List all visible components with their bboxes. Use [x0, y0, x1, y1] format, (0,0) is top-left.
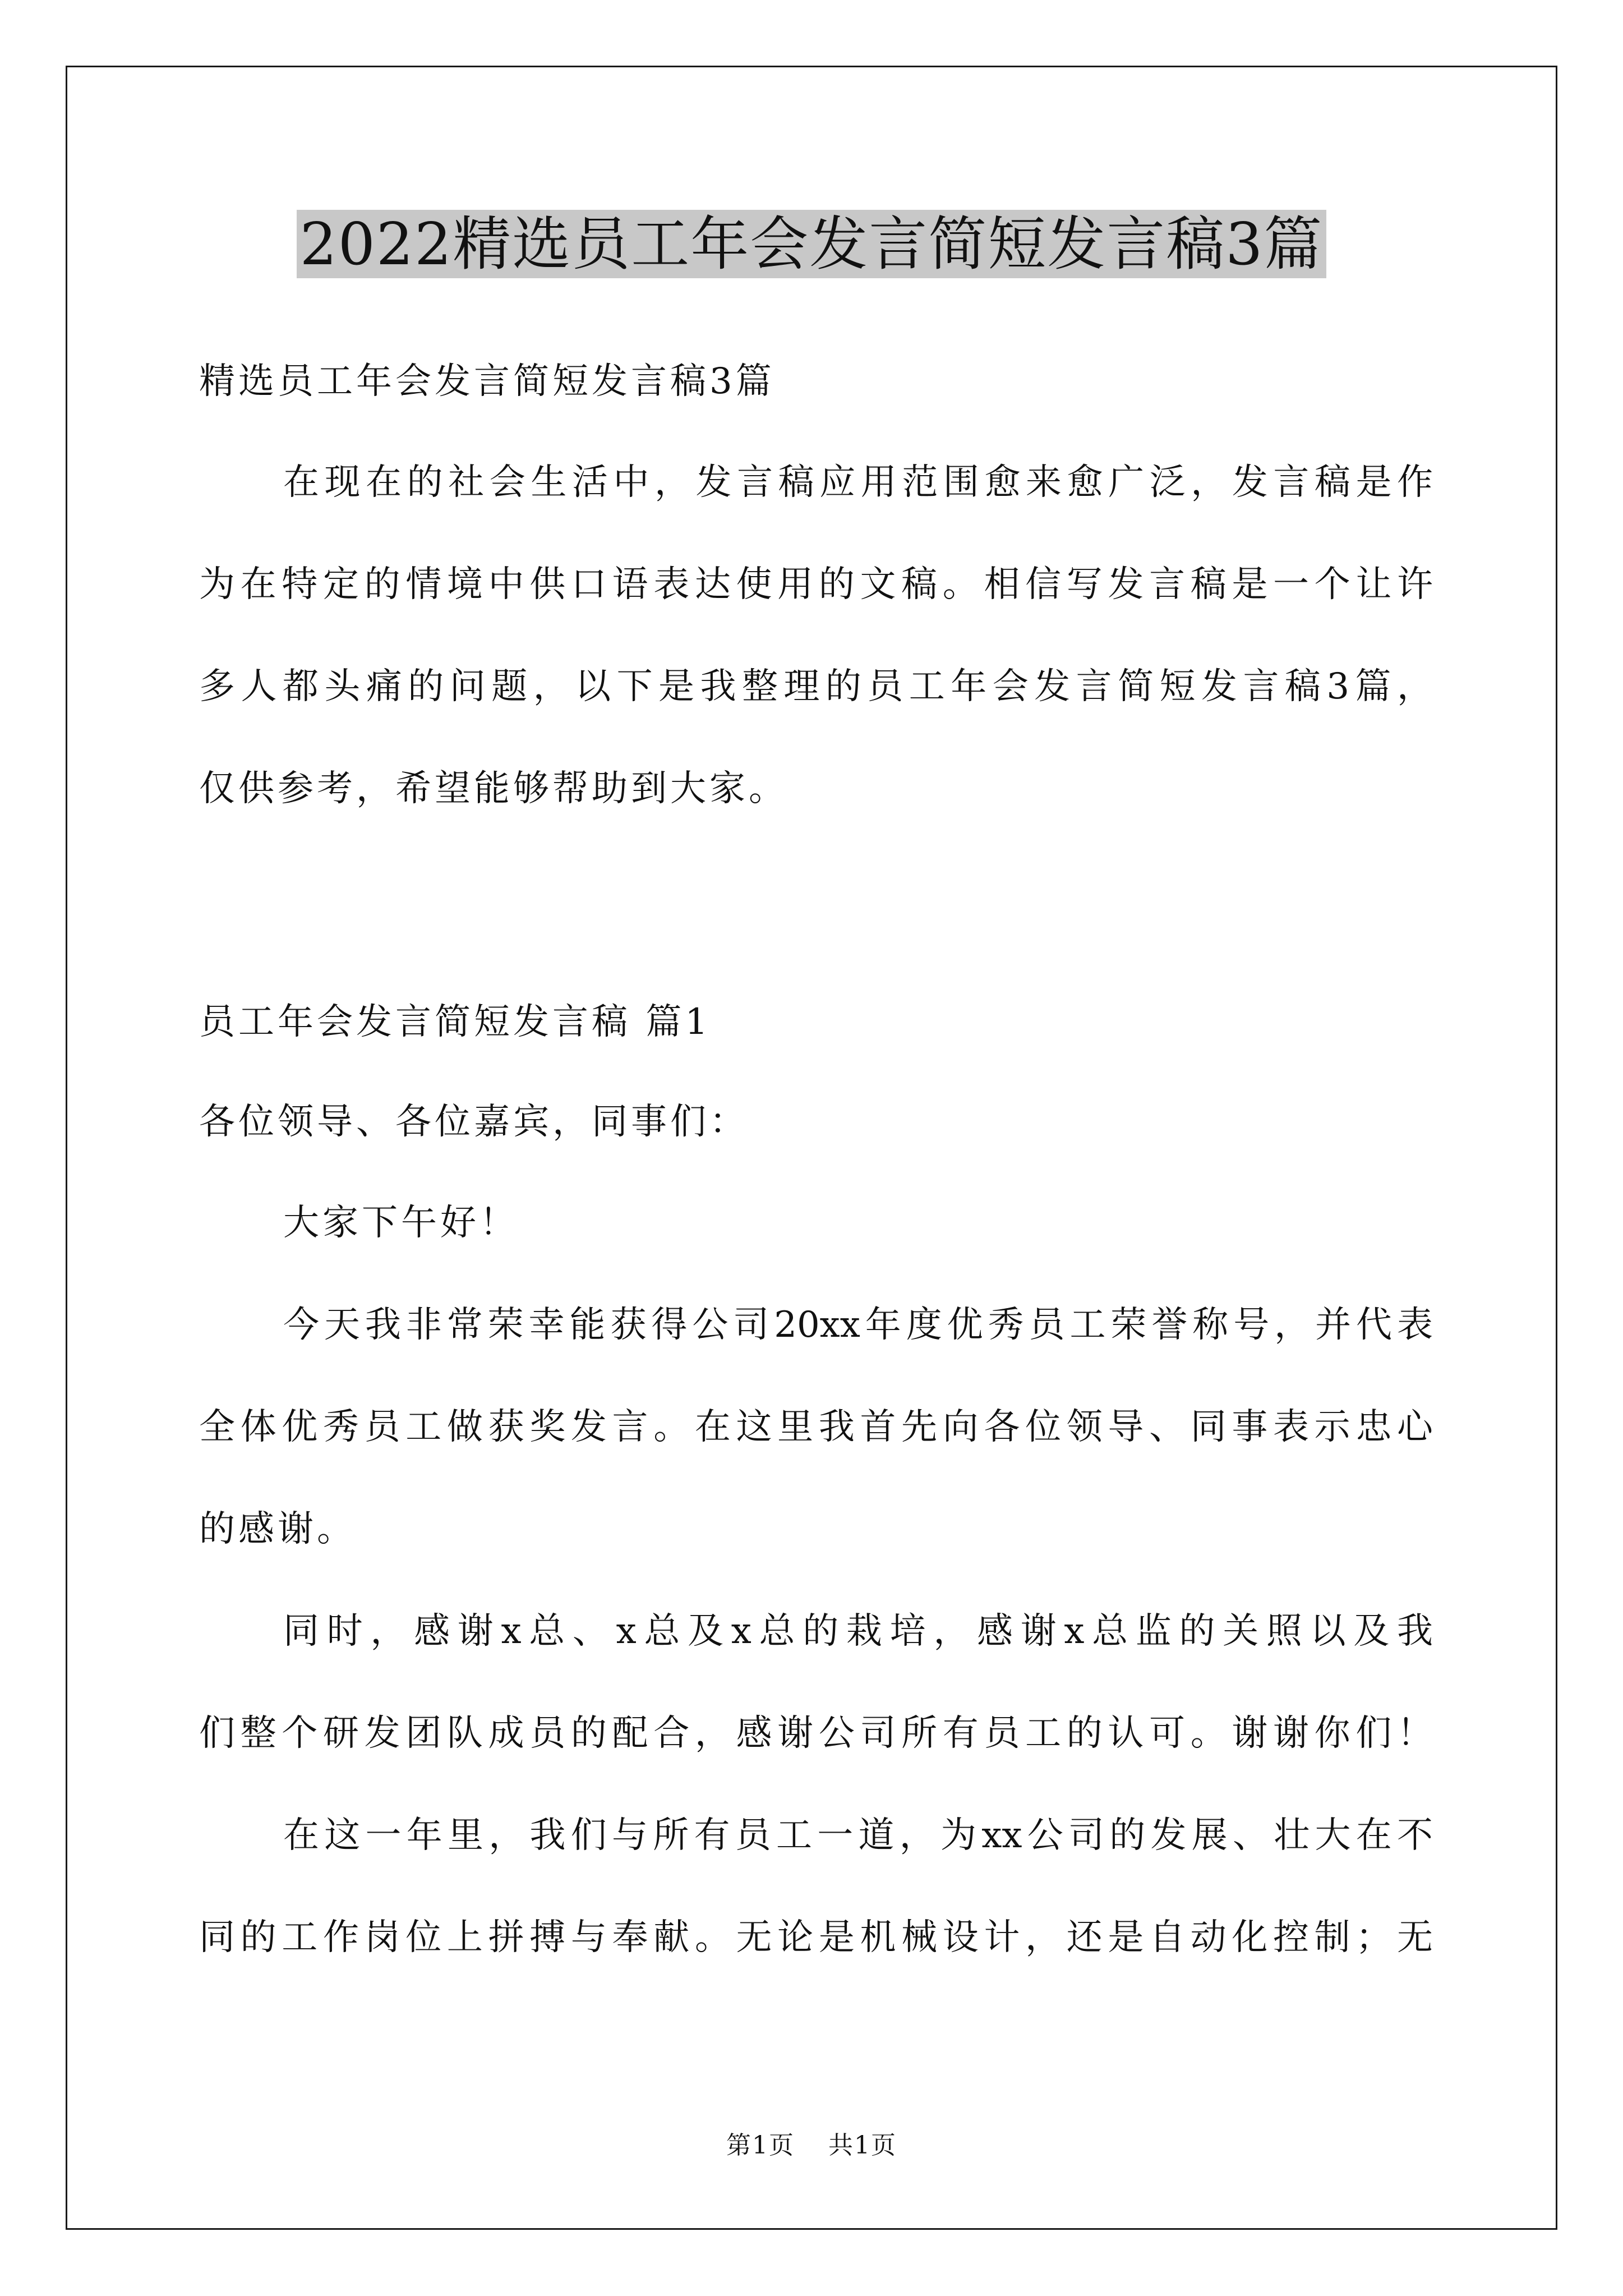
intro-line-2: 为在特定的情境中供口语表达使用的文稿。相信写发言稿是一个让许: [199, 564, 1433, 605]
intro-line-3: 多人都头痛的问题，以下是我整理的员工年会发言简短发言稿3篇，: [199, 666, 1433, 707]
para2-line-1: 同时，感谢x总、x总及x总的栽培，感谢x总监的关照以及我: [283, 1611, 1433, 1652]
page-number: 第1页: [726, 2131, 795, 2160]
para1-line-1: 今天我非常荣幸能获得公司20xx年度优秀员工荣誉称号，并代表: [283, 1304, 1433, 1346]
para3-line-1: 在这一年里，我们与所有员工一道，为xx公司的发展、壮大在不: [283, 1815, 1433, 1856]
page-total: 共1页: [828, 2131, 897, 2160]
para1-line-3: 的感谢。: [199, 1508, 356, 1550]
para3-line-2: 同的工作岗位上拼搏与奉献。无论是机械设计，还是自动化控制；无: [199, 1917, 1433, 1958]
page-footer: [0, 2129, 1623, 2162]
para2-line-2: 们整个研发团队成员的配合，感谢公司所有员工的认可。谢谢你们！: [199, 1713, 1433, 1754]
salutation: 各位领导、各位嘉宾，同事们：: [199, 1101, 749, 1143]
document-title: [0, 202, 1623, 286]
intro-line-4: 仅供参考，希望能够帮助到大家。: [199, 768, 788, 809]
section-heading: 员工年会发言简短发言稿 篇1: [199, 1001, 712, 1043]
intro-line-1: 在现在的社会生活中，发言稿应用范围愈来愈广泛，发言稿是作: [283, 462, 1433, 503]
document-title-text: 2022精选员工年会发言简短发言稿3篇: [297, 210, 1327, 278]
greeting: 大家下午好！: [283, 1202, 519, 1244]
para1-line-2: 全体优秀员工做获奖发言。在这里我首先向各位领导、同事表示忠心: [199, 1406, 1433, 1448]
document-subtitle: 精选员工年会发言简短发言稿3篇: [199, 361, 775, 402]
